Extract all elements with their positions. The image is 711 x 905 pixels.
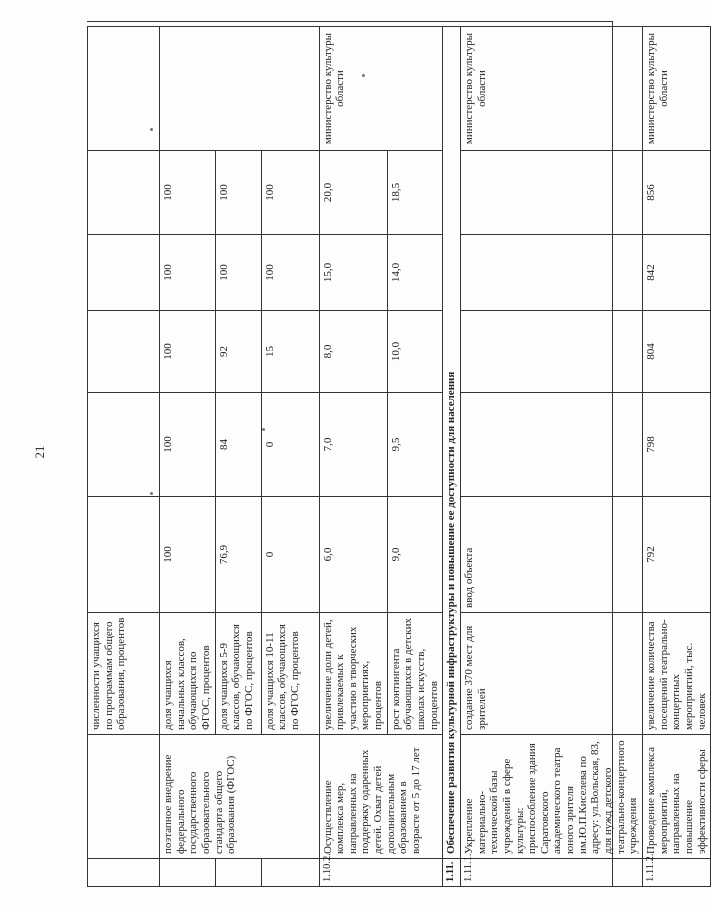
value-cell [460,311,642,393]
executor-cell: министерство культуры области [460,27,642,151]
table-row [460,27,642,887]
indicator-cell: увеличение доли детей, привлекаемых к участию в творческих мероприятиях, процентов [319,613,387,735]
indicator-cell: доля учащихся 10-11 классов, обучающихся по ФГОС, процентов [261,613,319,735]
value-cell: 8,0 [319,311,387,393]
page-number: 21 [32,445,47,459]
section-title: Обеспечение развития культурной инфраструктуры и повышение ее доступности для населения [443,27,461,859]
plan-table [87,26,711,887]
value-cell: 6,0 [319,497,387,613]
value-cell: 798 [642,393,710,497]
indicator-cell: численности учащихся по программам общего образования, процентов [88,613,160,735]
executor-cell [88,27,160,151]
value-cell: 100 [261,235,319,311]
scan-border-top [87,21,613,22]
value-cell: 9,0 [387,497,443,613]
indicator-cell: рост контингента обучающихся в детских школах искусств, процентов [387,613,443,735]
value-cell [460,151,642,235]
value-cell: 856 [642,151,710,235]
value-cell [88,497,160,613]
value-cell: 15,0 [319,235,387,311]
value-cell [88,311,160,393]
value-cell: 100 [160,497,216,613]
indicator-cell: создание 370 мест для зрителей [460,613,642,735]
indicator-cell: доля учащихся начальных классов, обучающихся по ФГОС, процентов [160,613,216,735]
value-cell: ввод объекта [460,497,642,613]
indicator-cell: увеличение количества посещений театрально-концертных мероприятий, тыс. человек [642,613,710,735]
row-number [88,859,160,887]
value-cell: 100 [160,311,216,393]
value-cell: 18,5 [387,151,443,235]
activity-cell: Укрепление материально-технической базы учреждений в сфере культуры: приспособление здания Саратовского академического театра юного зрителя им.Ю.П.Киселева по адресу: ул.Вольская, 83, для нужд детского театрально-концертного учреждения [460,735,642,859]
indicator-cell: доля учащихся 5-9 классов, обучающихся по ФГОС, процентов [215,613,261,735]
activity-cell: поэтапное внедрение федерального государственного образовательного стандарта общего образования (ФГОС) [160,735,320,859]
table-row [88,27,160,887]
value-cell: 100 [160,393,216,497]
value-cell [460,393,642,497]
section-row [443,27,461,887]
value-cell: 76,9 [215,497,261,613]
value-cell [88,393,160,497]
executor-cell [160,27,320,151]
value-cell: 100 [215,151,261,235]
value-cell [88,235,160,311]
value-cell: 100 [160,151,216,235]
value-cell: 0 [261,393,319,497]
row-number: 1.11.1. [460,859,642,887]
value-cell: 842 [642,235,710,311]
value-cell: 14,0 [387,235,443,311]
row-number: 1.11.2. [642,859,710,887]
value-cell: 100 [160,235,216,311]
value-cell: 20,0 [319,151,387,235]
value-cell: 804 [642,311,710,393]
activity-cell: Проведение комплекса мероприятий, направленных на повышение эффективности сферы [642,735,710,859]
rotated-table-container [87,27,708,887]
value-cell [88,151,160,235]
value-cell: 792 [642,497,710,613]
value-cell [460,235,642,311]
value-cell: 7,0 [319,393,387,497]
row-number [261,859,319,887]
value-cell: 10,0 [387,311,443,393]
row-number [160,859,216,887]
activity-cell: Осуществление комплекса мер, направленных на поддержку одаренных детей. Охват детей дополнительным образованием в возрасте от 5 до 17 лет [319,735,443,859]
value-cell: 100 [261,151,319,235]
executor-cell: министерство культуры области [642,27,710,151]
executor-cell: министерство культуры области [319,27,443,151]
value-cell: 100 [215,235,261,311]
value-cell: 84 [215,393,261,497]
section-number: 1.11. [443,859,461,887]
value-cell: 9,5 [387,393,443,497]
activity-cell [88,735,160,859]
row-number [215,859,261,887]
row-number: 1.10.2. [319,859,443,887]
value-cell: 0 [261,497,319,613]
value-cell: 15 [261,311,319,393]
table-row [319,27,387,887]
table-row [160,27,216,887]
value-cell: 92 [215,311,261,393]
table-row [642,27,710,887]
